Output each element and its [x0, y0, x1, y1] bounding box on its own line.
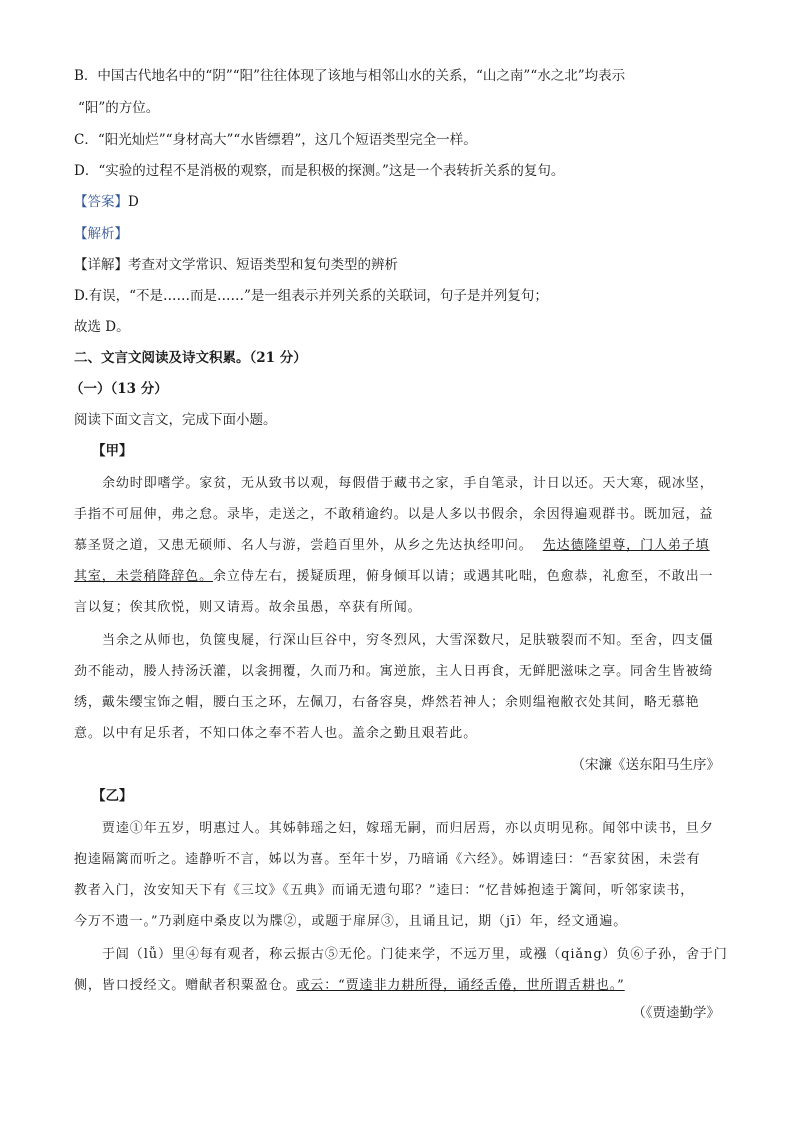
jia-p1-line2: 手指不可屈伸，弗之怠。录毕，走送之，不敢稍逾约。以是人多以书假余，余因得遍观群书。既加冠，益: [74, 507, 714, 522]
jia-p2-line1: 当余之从师也，负箧曳屣，行深山巨谷中，穷冬烈风，大雪深数尺，足肤皲裂而不知。至舍，四支僵: [102, 633, 714, 648]
yi-label: 【乙】: [92, 788, 133, 804]
jia-p1-line4-text: 余立侍左右，援疑质理，俯身倾耳以请；或遇其叱咄，色愈恭，礼愈至，不敢出一: [213, 569, 714, 584]
section-sub: （一）（13 分）: [70, 381, 168, 397]
option-d: D．“实验的过程不是消极的观察，而是积极的探测。”这是一个表转折关系的复句。: [74, 163, 565, 179]
detail-text: 考查对文学常识、短语类型和复句类型的辨析: [128, 257, 398, 273]
jia-source: （宋濂《送东阳马生序》: [571, 757, 720, 773]
jia-p1-line3-text: 慕圣贤之道，又患无硕师、名人与游，尝趋百里外，从乡之先达执经叩问。: [74, 538, 533, 553]
section-title: 二、文言文阅读及诗文积累。（21 分）: [74, 350, 307, 366]
jia-p2-line3: 绣，戴朱缨宝饰之帽，腰白玉之环，左佩刀，右备容臭，烨然若神人；余则缊袍敝衣处其间，略无慕艳: [74, 695, 700, 710]
yi-p2-line2: [74, 976, 625, 996]
jia-label: 【甲】: [92, 443, 133, 459]
answer-label: 【答案】: [74, 194, 128, 210]
detail-line3: 故选 D。: [74, 319, 130, 335]
jia-p2-line2: 劲不能动，媵人持汤沃灌，以衾拥覆，久而乃和。寓逆旅，主人日再食，无鲜肥滋味之享。同舍生皆被绮: [74, 664, 714, 679]
analysis-row: [74, 224, 128, 244]
jia-p2-line4: 意。以中有足乐者，不知口体之奉不若人也。盖余之勤且艰若此。: [74, 726, 478, 741]
jia-p1-line1: 余幼时即嗜学。家贫，无从致书以观，每假借于藏书之家，手自笔录，计日以还。天大寒，砚冰坚，: [102, 476, 714, 491]
answer-row: [74, 192, 139, 212]
yi-underline: 或云：“贾逵非力耕所得，诵经舌倦，世所谓舌耕也。”: [296, 978, 625, 993]
yi-p1-line3: 教者入门，汝安知天下有《三坟》《五典》而诵无遗句耶？”逵曰：“忆昔姊抱逵于篱间，听邻家读书，: [74, 883, 695, 898]
detail-label: 【详解】: [74, 257, 128, 273]
analysis-label: 【解析】: [74, 226, 128, 242]
detail-row: [74, 255, 398, 275]
option-c: C．“阳光灿烂”“身材高大”“水皆缥碧”，这几个短语类型完全一样。: [74, 132, 477, 148]
jia-p1-line3: [74, 536, 710, 556]
jia-underline-a: 先达德隆望尊，门人弟子填: [542, 538, 710, 553]
answer-value: D: [128, 194, 139, 210]
yi-p1-line2: 抱逵隔篱而听之。逵静听不言，姊以为喜。至年十岁，乃暗诵《六经》。姊谓逵曰：“吾家贫困，未尝有: [74, 852, 701, 867]
option-b-line2: “阳”的方位。: [78, 100, 160, 116]
jia-p1-line4: [74, 567, 713, 587]
yi-p1-line1: 贾逵①年五岁，明惠过人。其姊韩瑶之妇，嫁瑶无嗣，而归居焉，亦以贞明见称。闻邻中读书，旦夕: [102, 821, 714, 836]
jia-p1-line5: 言以复；俟其欣悦，则又请焉。故余虽愚，卒获有所闻。: [74, 600, 422, 615]
yi-p2-line2-text: 侧，皆口授经文。赠献者积粟盈仓。: [74, 978, 297, 993]
detail-line2: D.有误，“不是……而是……”是一组表示并列关系的关联词，句子是并列复句；: [74, 288, 548, 304]
jia-underline-b: 其室，未尝稍降辞色。: [74, 569, 214, 584]
option-b-line1: B．中国古代地名中的“阴”“阳”往往体现了该地与相邻山水的关系，“山之南”“水之北”均表示: [74, 68, 626, 84]
yi-p1-line4: 今万不遗一。”乃剥庭中桑皮以为牒②，或题于扉屏③，且诵且记，期（jī）年，经文通遍。: [74, 914, 628, 929]
yi-source: （《贾逵勤学》: [632, 1005, 720, 1021]
section-instruction: 阅读下面文言文，完成下面小题。: [74, 412, 277, 428]
yi-p2-line1: 于闾（lǚ）里④每有观者，称云振古⑤无伦。门徒来学，不远万里，或襁（qiǎng）负⑥子孙，舍于门: [102, 947, 728, 962]
